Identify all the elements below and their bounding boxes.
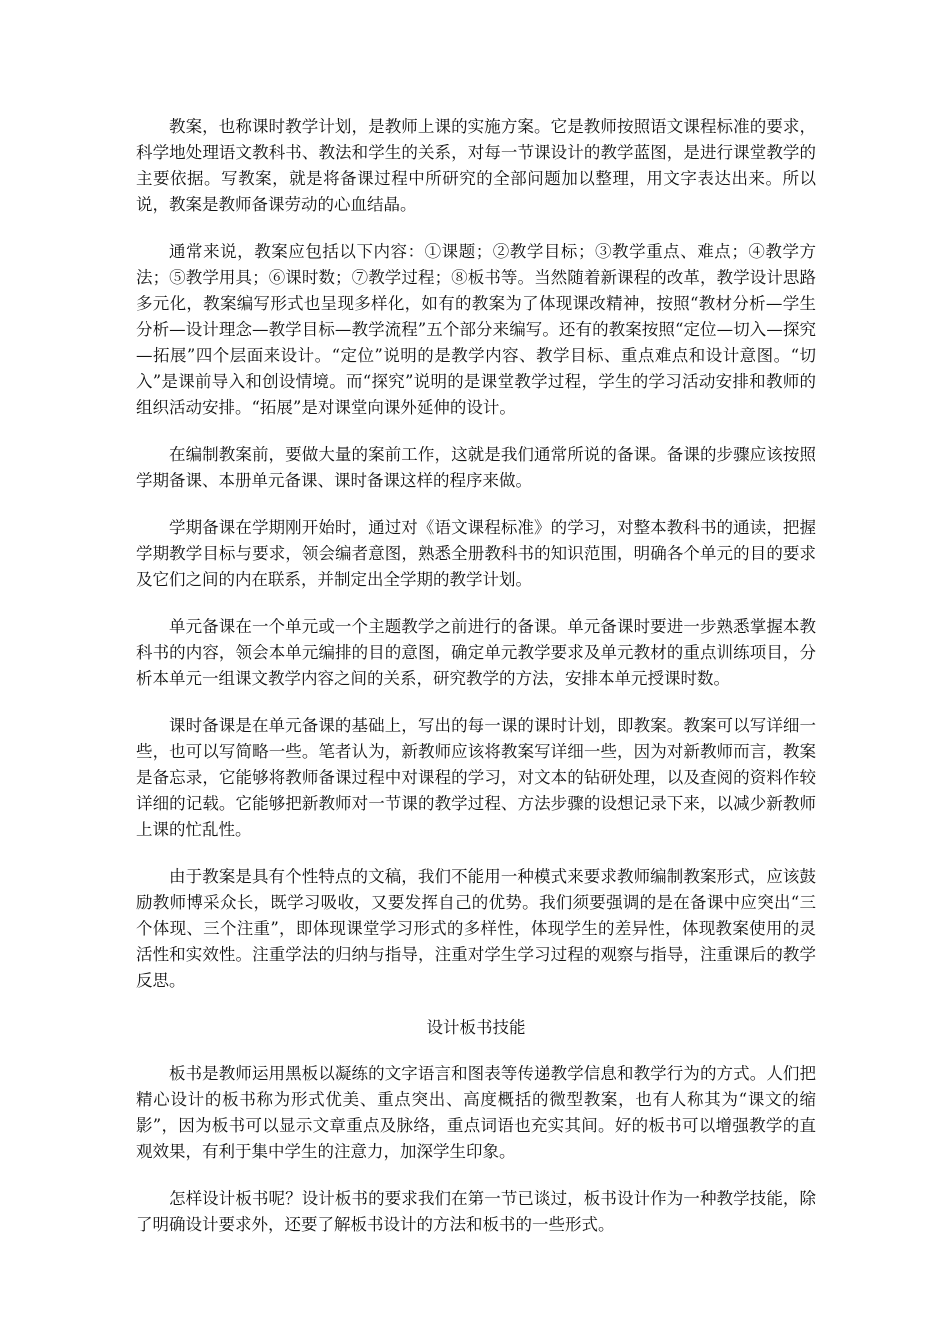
section-heading: 设计板书技能	[426, 1018, 526, 1037]
paragraph-individuality: 由于教案是具有个性特点的文稿，我们不能用一种模式来要求教师编制教案形式，应该鼓励教师博采众长，既学习吸收，又要发挥自己的优势。我们须要强调的是在备课中应突出“三个体现、三个注重”，即体现课堂学习形式的多样性，体现学生的差异性，体现教案使用的灵活性和实效性。注重学法的归纳与指导，注重对学生学习过程的观察与指导，注重课后的教学反思。	[136, 867, 816, 990]
paragraph-lesson-plan-contents: 通常来说，教案应包括以下内容：①课题；②教学目标；③教学重点、难点；④教学方法；⑤教学用具；⑥课时数；⑦教学过程；⑧板书等。当然随着新课程的改革，教学设计思路多元化，教案编写形式也呈现多样化，如有的教案为了体现课改精神，按照“教材分析—学生分析—设计理念—教学目标—教学流程”五个部分来编写。还有的教案按照“定位—切入—探究—拓展”四个层面来设计。“定位”说明的是教学内容、教学目标、重点难点和设计意图。“切入”是课前导入和创设情境。而“探究”说明的是课堂教学过程，学生的学习活动安排和教师的组织活动安排。“拓展”是对课堂向课外延伸的设计。	[136, 242, 816, 417]
paragraph-blackboard-design: 怎样设计板书呢？设计板书的要求我们在第一节已谈过，板书设计作为一种教学技能，除了明确设计要求外，还要了解板书设计的方法和板书的一些形式。	[136, 1189, 816, 1234]
paragraph-lesson-plan-definition: 教案，也称课时教学计划，是教师上课的实施方案。它是教师按照语文课程标准的要求，科学地处理语文教科书、教法和学生的关系，对每一节课设计的教学蓝图，是进行课堂教学的主要依据。写教案，就是将备课过程中所研究的全部问题加以整理，用文字表达出来。所以说，教案是教师备课劳动的心血结晶。	[136, 117, 816, 214]
paragraph-lesson-preparation: 课时备课是在单元备课的基础上，写出的每一课的课时计划，即教案。教案可以写详细一些，也可以写简略一些。笔者认为，新教师应该将教案写详细一些，因为对新教师而言，教案是备忘录，它能够将教师备课过程中对课程的学习，对文本的钻研处理，以及查阅的资料作较详细的记载。它能够把新教师对一节课的教学过程、方法步骤的设想记录下来，以减少新教师上课的忙乱性。	[136, 716, 816, 839]
paragraph-unit-preparation: 单元备课在一个单元或一个主题教学之前进行的备课。单元备课时要进一步熟悉掌握本教科书的内容，领会本单元编排的目的意图，确定单元教学要求及单元教材的重点训练项目，分析本单元一组课文教学内容之间的关系，研究教学的方法，安排本单元授课时数。	[136, 617, 816, 688]
paragraph-preparation-steps: 在编制教案前，要做大量的案前工作，这就是我们通常所说的备课。备课的步骤应该按照学期备课、本册单元备课、课时备课这样的程序来做。	[136, 445, 816, 490]
paragraph-semester-preparation: 学期备课在学期刚开始时，通过对《语文课程标准》的学习，对整本教科书的通读，把握学期教学目标与要求，领会编者意图，熟悉全册教科书的知识范围，明确各个单元的目的要求及它们之间的内在联系，并制定出全学期的教学计划。	[136, 518, 816, 589]
paragraph-blackboard-definition: 板书是教师运用黑板以凝练的文字语言和图表等传递教学信息和教学行为的方式。人们把精心设计的板书称为形式优美、重点突出、高度概括的微型教案，也有人称其为“课文的缩影”，因为板书可以显示文章重点及脉络，重点词语也充实其间。好的板书可以增强教学的直观效果，有利于集中学生的注意力，加深学生印象。	[136, 1064, 816, 1161]
document-body	[136, 114, 816, 1259]
